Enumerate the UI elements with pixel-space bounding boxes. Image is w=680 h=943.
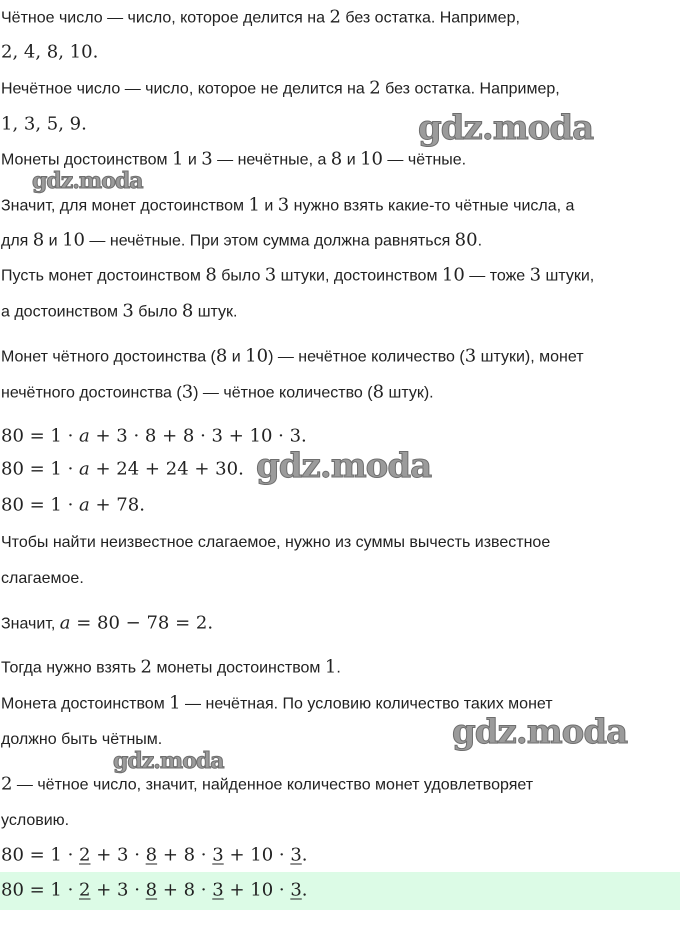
math-segment: + 8 · <box>157 879 213 901</box>
text-line <box>1 879 308 904</box>
math-segment: + 10 · <box>223 879 291 901</box>
math-segment: 10 <box>441 264 465 286</box>
math-segment: 8 <box>330 148 343 170</box>
text-segment: нечётного достоинства ( <box>1 384 182 402</box>
math-segment: 1 <box>248 194 260 216</box>
text-segment: ) — нечётное количество ( <box>268 348 465 366</box>
text-segment: Значит, <box>1 615 60 633</box>
text-segment: . <box>336 659 341 677</box>
text-segment: условию. <box>1 812 70 829</box>
text-segment: для <box>1 232 33 250</box>
math-segment: + 8 · <box>157 844 213 866</box>
text-line <box>1 773 533 798</box>
text-line <box>1 300 238 325</box>
watermark: gdz.moda <box>32 168 143 194</box>
text-line <box>1 229 482 254</box>
math-segment: 3 <box>290 879 302 901</box>
text-segment: нужно взять какие-то чётные числа, а <box>289 197 575 215</box>
math-segment: 2 <box>369 77 381 99</box>
math-segment: 2 <box>79 844 91 866</box>
math-segment: 3 <box>122 300 134 322</box>
text-segment: Пусть монет достоинством <box>1 267 206 285</box>
text-segment: — нечётные. При этом сумма должна равняться <box>84 232 455 250</box>
text-segment: ) — чётное количество ( <box>193 384 373 402</box>
math-segment: 3 <box>181 381 194 403</box>
text-segment: — нечётная. По условию количество таких монет <box>180 695 553 713</box>
text-segment: Монеты достоинством <box>1 151 172 169</box>
math-segment: 3 <box>290 844 302 866</box>
text-line <box>1 494 145 519</box>
math-segment: + 3 · 8 + 8 · 3 + 10 · 3. <box>89 425 307 447</box>
text-segment: штуки, <box>541 267 595 285</box>
math-segment: 3 <box>277 194 290 216</box>
text-segment: Монета достоинством <box>1 695 170 713</box>
math-segment: + 78. <box>89 494 145 516</box>
math-segment: + 10 · <box>223 844 291 866</box>
math-segment: 80 = 1 · <box>1 879 80 901</box>
watermark: gdz.moda <box>418 108 594 148</box>
math-segment: 8 <box>145 879 158 901</box>
watermark: gdz.moda <box>452 712 628 752</box>
watermark: gdz.moda <box>113 748 224 774</box>
text-segment: Тогда нужно взять <box>1 659 141 677</box>
math-segment: 2 <box>1 773 13 795</box>
math-segment: 1 <box>171 148 184 170</box>
math-segment: . <box>301 844 308 866</box>
math-segment: 1 <box>324 656 337 678</box>
text-segment: а достоинством <box>1 303 123 321</box>
math-segment: 2 <box>140 656 152 678</box>
text-line <box>1 194 574 219</box>
math-segment: 3 <box>464 345 477 367</box>
text-segment: — нечётные, а <box>212 151 331 169</box>
text-segment: Значит, для монет достоинством <box>1 197 249 215</box>
math-segment: a <box>59 612 71 634</box>
math-segment: . <box>301 879 308 901</box>
math-segment: 80 <box>454 229 478 251</box>
watermark: gdz.moda <box>256 446 432 486</box>
text-line <box>1 567 84 591</box>
text-segment: Нечётное число — число, которое не делится на <box>1 80 370 98</box>
math-segment: a <box>79 425 90 447</box>
text-line <box>1 6 520 31</box>
text-segment: Монет чётного достоинства ( <box>1 348 216 366</box>
text-segment: — тоже <box>464 267 530 285</box>
text-line <box>1 77 560 102</box>
math-segment: 8 <box>215 345 228 367</box>
math-segment: 8 <box>145 844 158 866</box>
text-line <box>1 612 213 637</box>
text-line <box>1 844 308 869</box>
math-segment: 8 <box>181 300 194 322</box>
math-segment: 8 <box>205 264 217 286</box>
text-segment: Чётное число — число, которое делится на <box>1 9 330 27</box>
text-line <box>1 458 244 483</box>
text-segment: и <box>342 151 361 169</box>
math-segment: 80 = 1 · <box>1 425 80 447</box>
math-segment: 2 <box>329 6 341 28</box>
text-line <box>1 656 341 681</box>
text-segment: и <box>259 197 278 215</box>
text-line <box>1 809 69 833</box>
text-segment: штуки, достоинством <box>276 267 442 285</box>
text-segment: и <box>183 151 202 169</box>
math-segment: a <box>79 458 90 480</box>
math-segment: + 24 + 24 + 30. <box>89 458 244 480</box>
math-segment: 8 <box>32 229 45 251</box>
text-line <box>1 113 87 138</box>
math-segment: 8 <box>372 381 385 403</box>
math-segment: + 3 · <box>90 844 146 866</box>
text-segment: без остатка. Например, <box>380 80 560 98</box>
math-segment: 3 <box>529 264 542 286</box>
math-segment: + 3 · <box>90 879 146 901</box>
math-segment: 3 <box>264 264 277 286</box>
text-segment: без остатка. Например, <box>340 9 520 27</box>
math-segment: 2 <box>79 879 91 901</box>
text-segment: слагаемое. <box>1 570 84 587</box>
math-segment: 80 = 1 · <box>1 844 80 866</box>
math-segment: 3 <box>212 844 224 866</box>
math-segment: = 80 − 78 = 2. <box>70 612 214 634</box>
text-segment: — чётное число, значит, найденное количество монет удовлетворяет <box>12 776 534 794</box>
math-segment: 80 = 1 · <box>1 494 80 516</box>
math-segment: 1 <box>169 692 181 714</box>
text-line <box>1 345 584 370</box>
math-segment: 10 <box>360 148 383 170</box>
text-line <box>1 264 594 289</box>
math-segment: 2, 4, 8, 10. <box>1 41 99 63</box>
text-line <box>1 41 98 66</box>
math-segment: 10 <box>245 345 269 367</box>
math-segment: 10 <box>62 229 85 251</box>
text-segment: . <box>477 232 483 250</box>
math-segment: 3 <box>212 879 224 901</box>
text-segment: и <box>227 348 246 366</box>
text-line <box>1 531 550 555</box>
text-segment: монеты достоинством <box>152 659 325 677</box>
math-segment: 3 <box>201 148 213 170</box>
text-segment: должно быть чётным. <box>1 731 163 748</box>
math-segment: 1, 3, 5, 9. <box>1 113 87 135</box>
text-line <box>1 381 434 406</box>
text-segment: штук. <box>193 303 238 321</box>
text-segment: штуки), монет <box>476 348 584 366</box>
text-segment: Чтобы найти неизвестное слагаемое, нужно из суммы вычесть известное <box>1 534 551 551</box>
text-segment: — чётные. <box>382 151 467 169</box>
text-segment: и <box>44 232 63 250</box>
text-segment: было <box>133 303 182 321</box>
text-segment: штук). <box>384 384 434 402</box>
text-segment: было <box>216 267 265 285</box>
math-segment: a <box>79 494 90 516</box>
math-segment: 80 = 1 · <box>1 458 80 480</box>
